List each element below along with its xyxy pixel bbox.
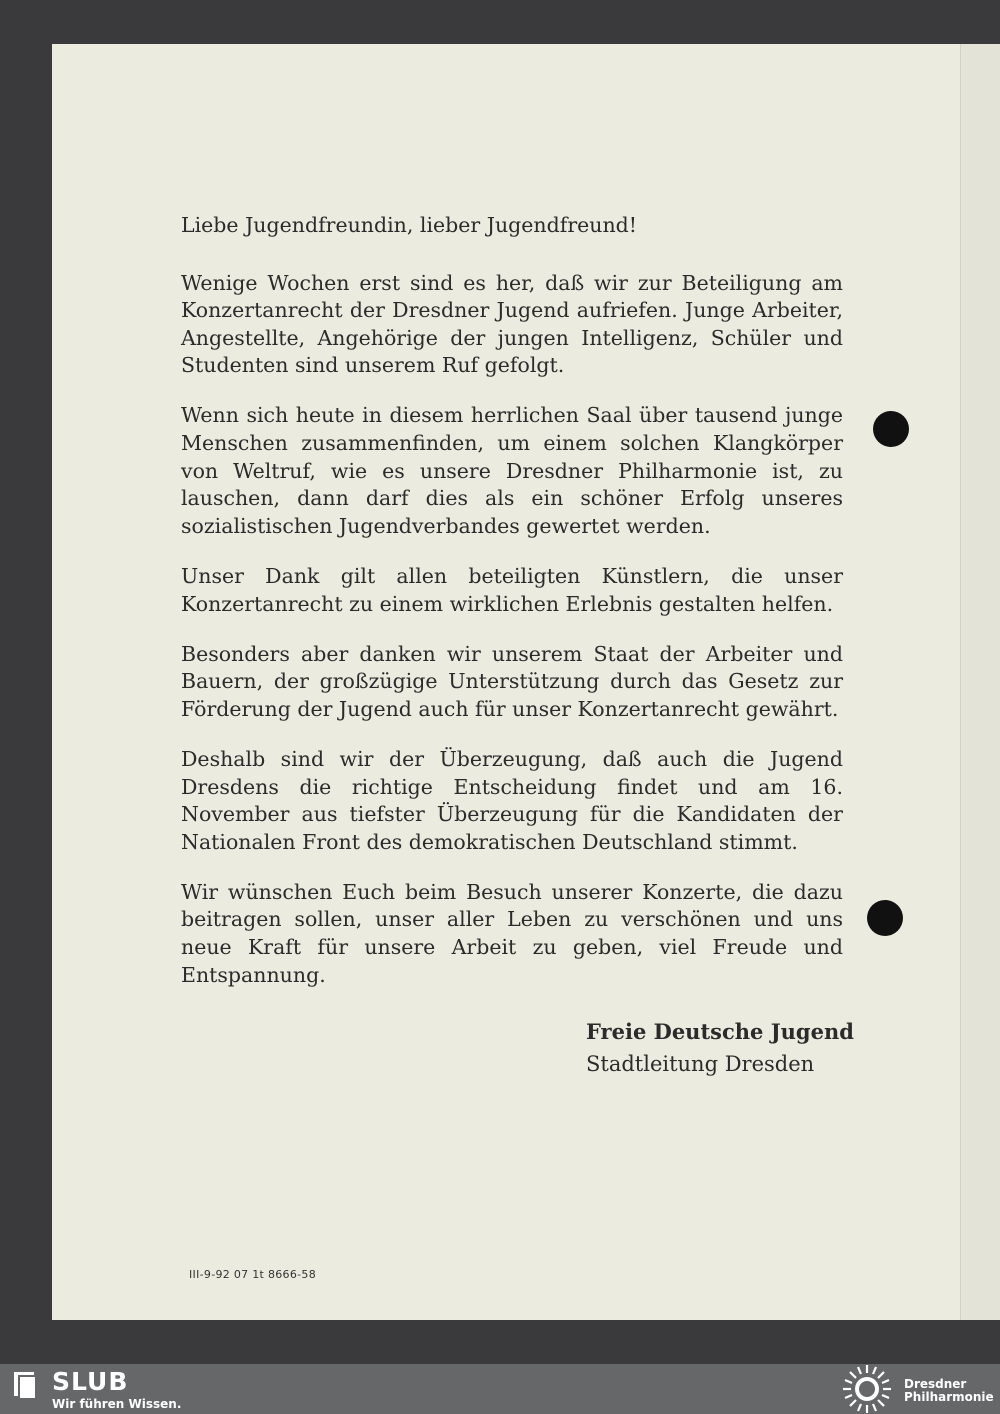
letter-greeting: Liebe Jugendfreundin, lieber Jugendfreund! (181, 213, 638, 237)
philharmonie-sun-logo-icon (840, 1364, 894, 1414)
footer-bar (0, 1364, 1000, 1414)
letter-body (181, 212, 843, 1012)
letter-paragraph: Wenn sich heute in diesem herrlichen Saal über tausend junge Menschen zusammenfinden, um einem solchen Klangkörper von Weltruf, wie es unsere Dresdner Philharmonie ist, zu lauschen, dann darf dies als ein schöner Erfolg unseres sozialistischen Jugendverbandes gewertet werden. (181, 403, 843, 538)
punch-hole-top (873, 411, 909, 447)
letter-paragraph: Deshalb sind wir der Überzeugung, daß auch die Jugend Dresdens die richtige Entscheidung findet und am 16. November aus tiefster Überzeugung für die Kandidaten der Nationalen Front des demokratischen Deutschland stimmt. (181, 746, 843, 854)
letter-paragraph: Wenige Wochen erst sind es her, daß wir zur Beteiligung am Konzertanrecht der Dresdner Jugend aufriefen. Junge Arbeiter, Angestellte, Angehörige der jungen Intelligenz, Schüler und Studenten sind unserem Ruf gefolgt. (181, 270, 843, 378)
philharmonie-line-2: Philharmonie (904, 1390, 994, 1404)
philharmonie-line-1: Dresdner (904, 1377, 967, 1391)
letter-paragraph: Wir wünschen Euch beim Besuch unserer Konzerte, die dazu beitragen sollen, unser aller Leben zu verschönen und uns neue Kraft für unsere Arbeit zu geben, viel Freude und Entspannung. (181, 879, 843, 987)
signature-block (586, 1016, 854, 1080)
print-imprint: III-9-92 07 1t 8666-58 (189, 1268, 317, 1281)
punch-hole-bottom (867, 900, 903, 936)
letter-paragraph: Besonders aber danken wir unserem Staat der Arbeiter und Bauern, der großzügige Unterstützung durch das Gesetz zur Förderung der Jugend auch für unser Konzertanrecht gewährt. (181, 641, 843, 721)
adjacent-page-edge (960, 44, 1000, 1320)
slub-book-icon (12, 1370, 38, 1400)
signature-subtitle: Stadtleitung Dresden (586, 1052, 815, 1076)
slub-tagline: Wir führen Wissen. (52, 1397, 182, 1411)
letter-paragraph: Unser Dank gilt allen beteiligten Künstlern, die unser Konzertanrecht zu einem wirklichen Erlebnis gestalten helfen. (181, 563, 843, 616)
philharmonie-logo-text (904, 1378, 994, 1404)
slub-logo-text: SLUB (52, 1367, 129, 1396)
signature-organization: Freie Deutsche Jugend (586, 1019, 854, 1044)
